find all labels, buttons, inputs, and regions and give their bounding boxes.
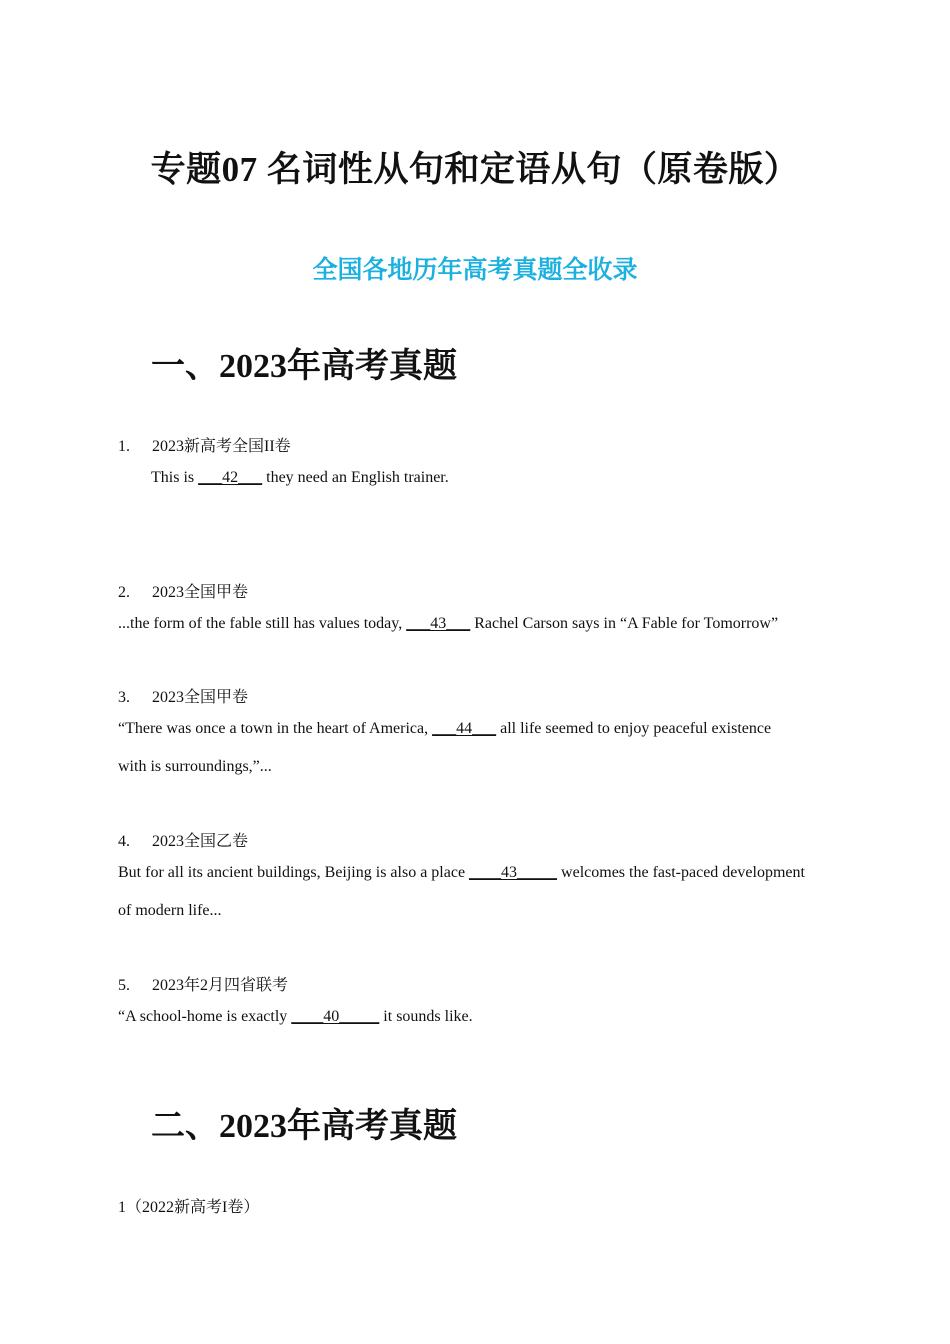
question-text: But for all its ancient buildings, Beijing is also a place ____43_____ welcomes the fast-paced development	[118, 864, 805, 881]
question-source: 2023年2月四省联考	[152, 977, 289, 994]
answer-blank: ___42___	[198, 469, 263, 486]
question-text: ...the form of the fable still has values today, ___43___ Rachel Carson says in “A Fable for Tomorrow”	[118, 615, 779, 632]
question-number: 4.	[118, 833, 130, 850]
document-title: 专题07 名词性从句和定语从句（原卷版）	[150, 150, 800, 189]
answer-blank: ____40_____	[291, 1008, 380, 1025]
question-header	[118, 684, 248, 707]
question-header	[118, 579, 248, 602]
section-heading: 二、2023年高考真题	[151, 1108, 457, 1145]
question-source: 2023全国甲卷	[152, 689, 249, 706]
question-header	[118, 433, 291, 456]
section-heading: 一、2023年高考真题	[151, 348, 457, 385]
question-header: 1（2022新高考I卷）	[118, 1199, 260, 1216]
question-text-continued: with is surroundings,”...	[118, 758, 272, 775]
answer-blank: ____43_____	[469, 864, 558, 881]
question-number: 1.	[118, 438, 130, 455]
question-text-continued: of modern life...	[118, 902, 222, 919]
question-text: This is ___42___ they need an English trainer.	[151, 469, 449, 486]
question-text: “A school-home is exactly ____40_____ it sounds like.	[118, 1008, 473, 1025]
question-header	[118, 828, 248, 851]
question-source: 2023新高考全国II卷	[152, 438, 291, 455]
question-source: 2023全国甲卷	[152, 584, 249, 601]
answer-blank: ___43___	[406, 615, 471, 632]
question-number: 3.	[118, 689, 130, 706]
question-source: 2023全国乙卷	[152, 833, 249, 850]
document-subtitle: 全国各地历年高考真题全收录	[312, 255, 638, 284]
question-header	[118, 972, 288, 995]
question-number: 2.	[118, 584, 130, 601]
answer-blank: ___44___	[432, 720, 497, 737]
question-text: “There was once a town in the heart of America, ___44___ all life seemed to enjoy peaceful existence	[118, 720, 772, 737]
question-number: 5.	[118, 977, 130, 994]
